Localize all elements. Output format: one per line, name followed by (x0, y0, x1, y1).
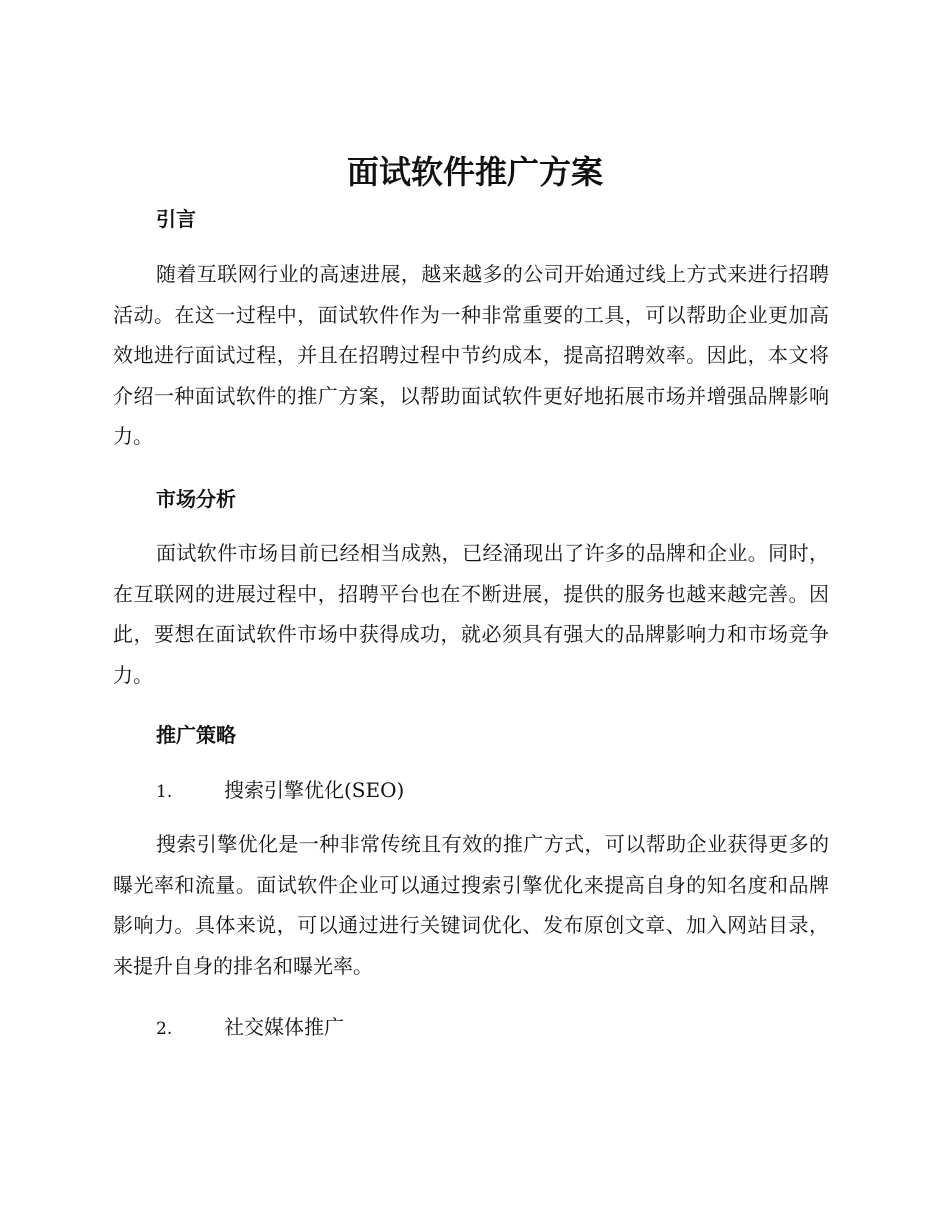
list-number: 2. (156, 1019, 173, 1039)
section-heading-introduction: 引言 (156, 207, 196, 231)
section-heading-promotion-strategy: 推广策略 (156, 723, 236, 747)
list-item-social-media (156, 1013, 344, 1043)
list-label: 搜索引擎优化(SEO) (224, 778, 405, 802)
list-item-seo (156, 776, 404, 806)
list-number: 1. (156, 782, 173, 802)
list-label: 社交媒体推广 (224, 1015, 344, 1039)
document-title: 面试软件推广方案 (346, 153, 603, 191)
paragraph-seo: 搜索引擎优化是一种非常传统且有效的推广方式，可以帮助企业获得更多的曝光率和流量。面试软件企业可以通过搜索引擎优化来提高自身的知名度和品牌影响力。具体来说，可以通过进行关键词优化、发布原创文章、加入网站目录，来提升自身的排名和曝光率。 (113, 832, 829, 978)
paragraph-introduction: 随着互联网行业的高速进展，越来越多的公司开始通过线上方式来进行招聘活动。在这一过程中，面试软件作为一种非常重要的工具，可以帮助企业更加高效地进行面试过程，并且在招聘过程中节约成本，提高招聘效率。因此，本文将介绍一种面试软件的推广方案，以帮助面试软件更好地拓展市场并增强品牌影响力。 (113, 262, 829, 448)
section-heading-market-analysis: 市场分析 (156, 487, 236, 511)
paragraph-market-analysis: 面试软件市场目前已经相当成熟，已经涌现出了许多的品牌和企业。同时，在互联网的进展过程中，招聘平台也在不断进展，提供的服务也越来越完善。因此，要想在面试软件市场中获得成功，就必须具有强大的品牌影响力和市场竞争力。 (113, 541, 829, 687)
